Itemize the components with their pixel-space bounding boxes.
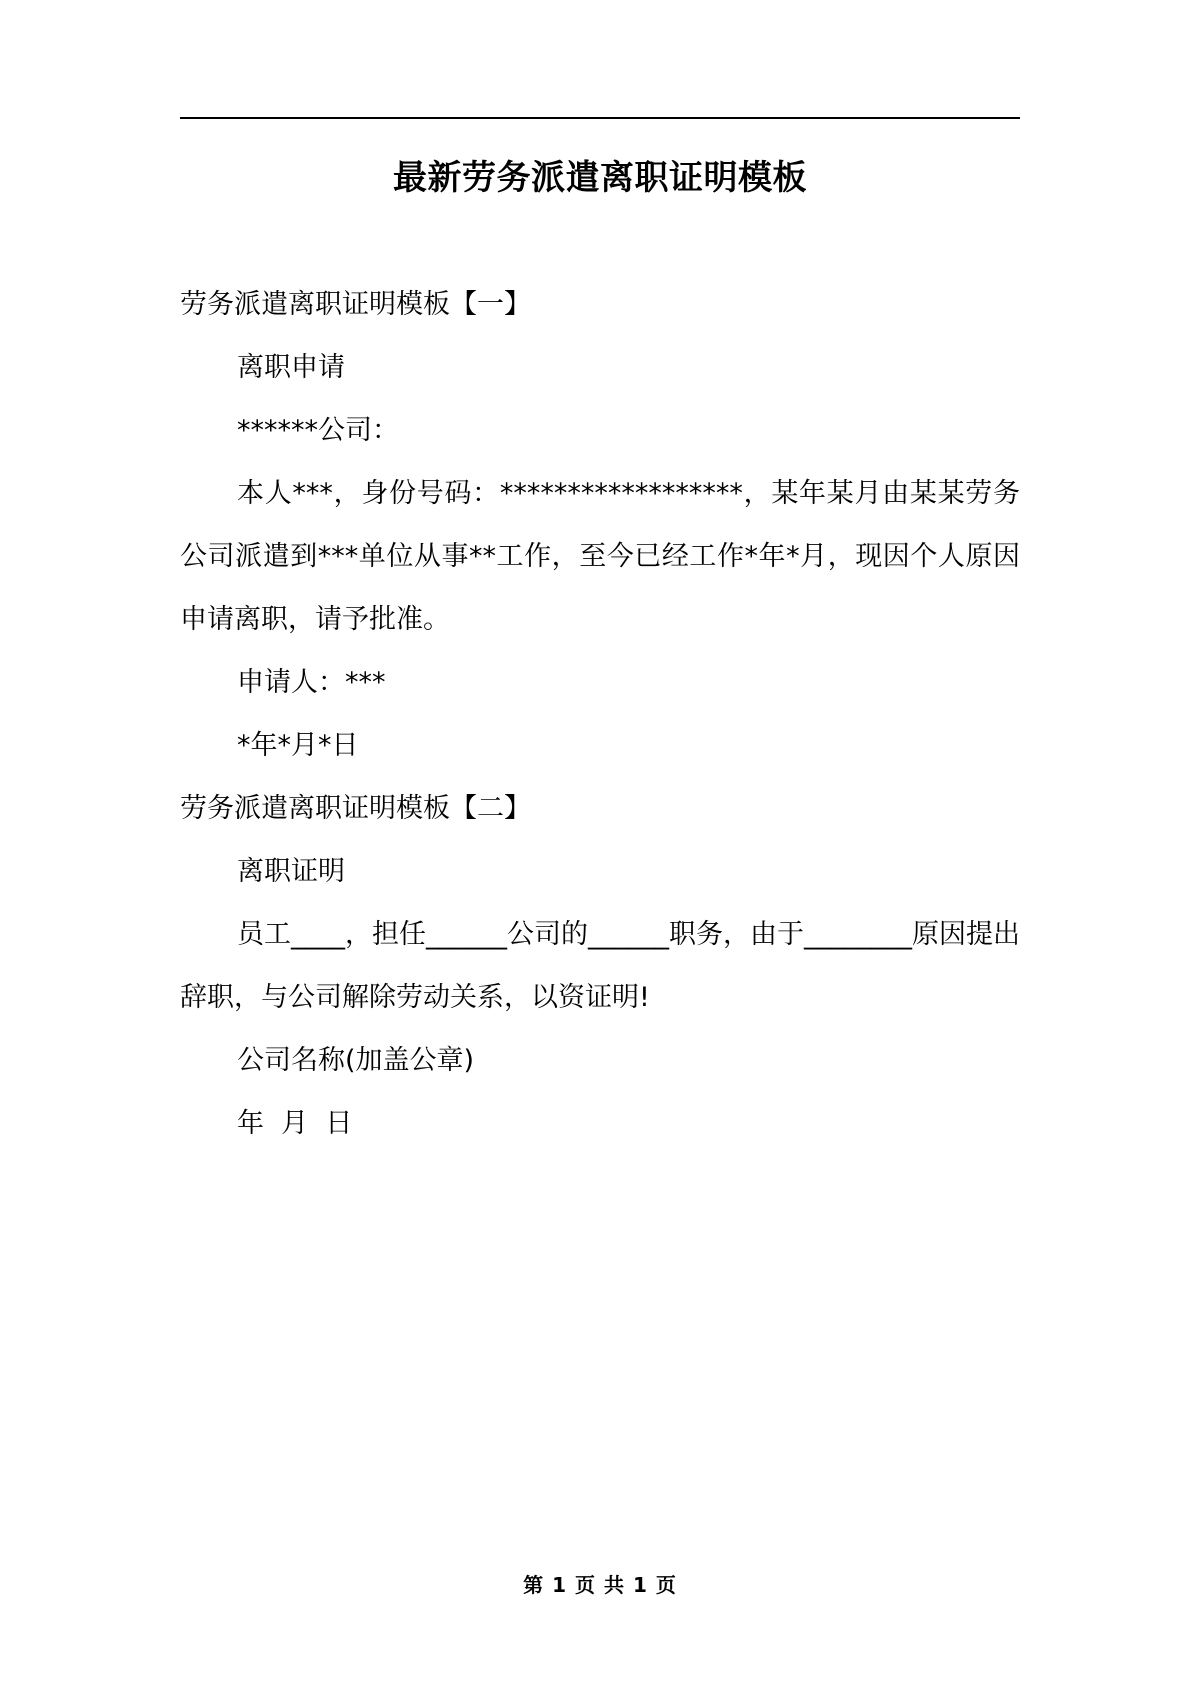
section-heading-2: 劳务派遣离职证明模板【二】: [180, 793, 531, 824]
page-indicator: 第 1 页 共 1 页: [523, 1573, 677, 1597]
certificate-date: 年 月 日: [237, 1108, 353, 1139]
section-heading-1: 劳务派遣离职证明模板【一】: [180, 289, 531, 320]
certificate-body: 员工____，担任______公司的______职务，由于________原因提出辞职，与公司解除劳动关系，以资证明!: [180, 919, 1020, 1013]
document-body: [180, 273, 1020, 1155]
header-rule: [180, 117, 1020, 119]
application-body: 本人***，身份号码：******************，某年某月由某某劳务公司派遣到***单位从事**工作，至今已经工作*年*月，现因个人原因申请离职，请予批准。: [180, 478, 1020, 635]
application-date: *年*月*日: [237, 730, 359, 761]
applicant-line: 申请人：***: [237, 667, 386, 698]
company-seal-line: 公司名称(加盖公章): [237, 1045, 475, 1076]
salutation: ******公司：: [237, 415, 399, 446]
document-title: 最新劳务派遣离职证明模板: [393, 158, 807, 198]
letter-title-resignation-certificate: 离职证明: [237, 856, 345, 887]
letter-title-resignation-application: 离职申请: [237, 352, 345, 383]
